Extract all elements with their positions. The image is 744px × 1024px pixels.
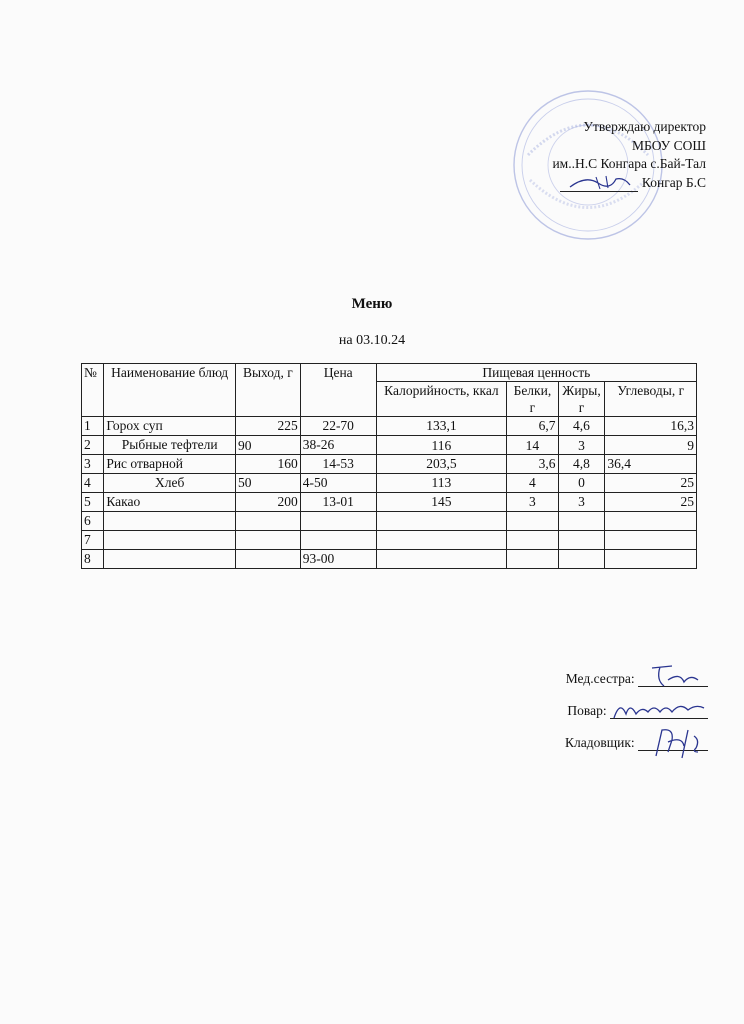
signer-storekeeper: [565, 732, 708, 764]
header-yield: Выход, г: [236, 364, 301, 417]
cell-protein: 3: [507, 493, 558, 512]
cell-name: Какао: [104, 493, 236, 512]
cell-no: 4: [82, 474, 104, 493]
cell-yield: [236, 531, 301, 550]
cell-kcal: [376, 512, 507, 531]
cell-no: 6: [82, 512, 104, 531]
cell-yield: [236, 512, 301, 531]
cell-kcal: 113: [376, 474, 507, 493]
cell-name: Рис отварной: [104, 455, 236, 474]
table-row: [82, 436, 697, 455]
cell-yield: 90: [236, 436, 301, 455]
cell-kcal: 145: [376, 493, 507, 512]
storekeeper-signature: [638, 732, 708, 751]
signatures-block: [565, 668, 708, 764]
cell-price: [300, 531, 376, 550]
header-protein: Белки, г: [507, 382, 558, 417]
cell-protein: [507, 531, 558, 550]
table-row: [82, 417, 697, 436]
director-signature: [560, 177, 638, 192]
cell-price: 38-26: [300, 436, 376, 455]
cell-price-total: 93-00: [300, 550, 376, 569]
cell-carbs: 25: [605, 493, 697, 512]
cell-yield: 50: [236, 474, 301, 493]
cell-yield: 160: [236, 455, 301, 474]
cell-protein: 14: [507, 436, 558, 455]
cell-price: [300, 512, 376, 531]
header-kcal: Калорийность, ккал: [376, 382, 507, 417]
cell-name: [104, 512, 236, 531]
cell-kcal: [376, 531, 507, 550]
header-nutrition: Пищевая ценность: [376, 364, 696, 382]
table-row: [82, 550, 697, 569]
cell-carbs: [605, 512, 697, 531]
approval-line-1: Утверждаю директор: [583, 119, 706, 134]
cell-protein: [507, 550, 558, 569]
cell-fat: [558, 512, 605, 531]
page-title: Меню: [351, 296, 393, 312]
menu-table: [81, 363, 697, 569]
cell-protein: [507, 512, 558, 531]
cell-kcal: [376, 550, 507, 569]
cell-price: 4-50: [300, 474, 376, 493]
cell-no: 2: [82, 436, 104, 455]
cell-name: Рыбные тефтели: [104, 436, 236, 455]
cell-name: [104, 550, 236, 569]
approval-director-name: Конгар Б.С: [641, 174, 706, 190]
cell-price: 14-53: [300, 455, 376, 474]
cell-name: Хлеб: [104, 474, 236, 493]
table-row: [82, 455, 697, 474]
cell-fat: 3: [558, 436, 605, 455]
cell-no: 1: [82, 417, 104, 436]
table-row: [82, 493, 697, 512]
cell-carbs: 25: [605, 474, 697, 493]
cell-no: 7: [82, 531, 104, 550]
cell-fat: 3: [558, 493, 605, 512]
cell-yield: 225: [236, 417, 301, 436]
table-row: [82, 531, 697, 550]
cell-name: [104, 531, 236, 550]
approval-line-3: им..Н.С Конгара с.Бай-Тал: [552, 156, 706, 171]
header-no: №: [82, 364, 104, 417]
approval-line-2: МБОУ СОШ: [632, 137, 706, 153]
header-price: Цена: [300, 364, 376, 417]
cell-protein: 6,7: [507, 417, 558, 436]
cell-kcal: 116: [376, 436, 507, 455]
cell-fat: [558, 531, 605, 550]
menu-date: на 03.10.24: [338, 333, 406, 348]
cell-protein: 4: [507, 474, 558, 493]
cell-fat: 4,6: [558, 417, 605, 436]
cell-price: 22-70: [300, 417, 376, 436]
cell-kcal: 133,1: [376, 417, 507, 436]
cell-kcal: 203,5: [376, 455, 507, 474]
table-row: [82, 512, 697, 531]
header-fat: Жиры, г: [558, 382, 605, 417]
cell-carbs: 16,3: [605, 417, 697, 436]
cell-no: 8: [82, 550, 104, 569]
cell-no: 5: [82, 493, 104, 512]
header-name: Наименование блюд: [104, 364, 236, 417]
header-carbs: Углеводы, г: [605, 382, 697, 417]
cell-no: 3: [82, 455, 104, 474]
cell-carbs: [605, 550, 697, 569]
cell-carbs: 36,4: [605, 455, 697, 474]
cell-yield: 200: [236, 493, 301, 512]
signer-cook-label: Повар:: [567, 703, 607, 718]
cell-fat: 4,8: [558, 455, 605, 474]
cell-protein: 3,6: [507, 455, 558, 474]
signer-storekeeper-label: Кладовщик:: [564, 735, 635, 750]
cook-signature: [610, 700, 708, 719]
table-row: [82, 474, 697, 493]
cell-carbs: [605, 531, 697, 550]
nurse-signature: [638, 668, 708, 687]
signer-nurse-label: Мед.сестра:: [565, 671, 635, 686]
cell-yield: [236, 550, 301, 569]
cell-name: Горох суп: [104, 417, 236, 436]
cell-price: 13-01: [300, 493, 376, 512]
cell-fat: [558, 550, 605, 569]
cell-fat: 0: [558, 474, 605, 493]
approval-block: [552, 118, 706, 192]
cell-carbs: 9: [605, 436, 697, 455]
